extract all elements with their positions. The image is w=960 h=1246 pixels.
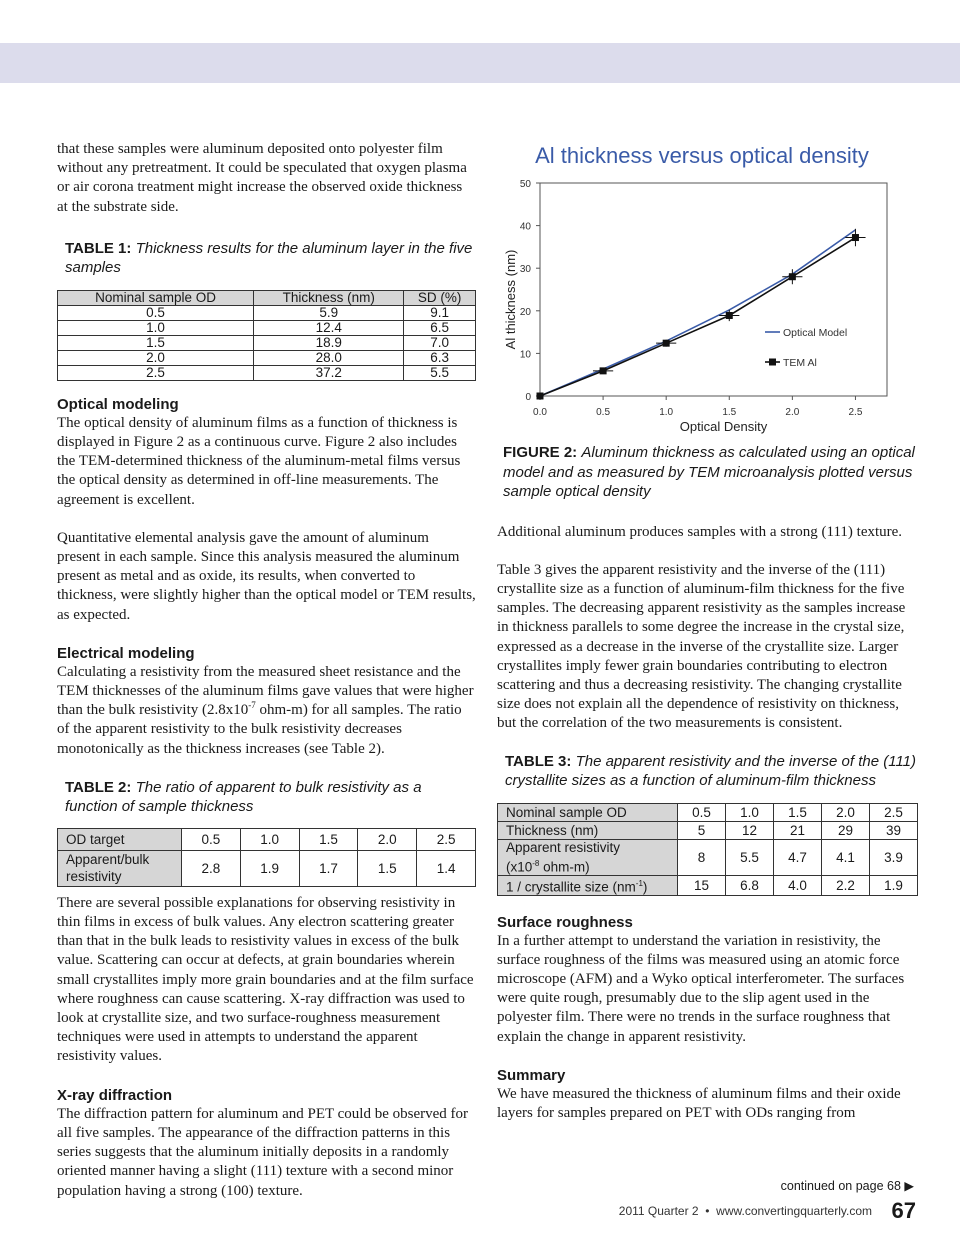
table1-caption: [57, 239, 476, 277]
x-tick-label: 0.5: [596, 407, 611, 418]
table3-cell: 15: [678, 876, 726, 896]
table3-cell: 4.7: [774, 839, 822, 876]
table2-cell: 1.7: [299, 850, 358, 886]
table3-cell: 6.8: [726, 876, 774, 896]
figure2-caption-text: Aluminum thickness as calculated using an optical model and as measured by TEM microanalysis plotted versus sample optical density: [503, 444, 915, 500]
table2-row-label: OD target: [58, 828, 182, 850]
table3: [497, 803, 918, 896]
table3-cell: 3.9: [870, 839, 918, 876]
legend-marker-tem: [769, 359, 776, 366]
table3-intro-paragraph: Table 3 gives the apparent resistivity and the inverse of the (111) crystallite size as a function of aluminum-film thickness for the five samples. The decreasing apparent resistivity as the samples increase in thickness parallels to some degree the increase in the crystal size, expressed as a decrease in the inverse of the crystallite size. Larger crystallites imply fewer grain boundaries contributing to electron scattering and thus a decreasing resistivity. The changing crystallite size does not explain all the dependence of resistivity on thickness, but the correlation of the two measurements is consistent.: [497, 561, 906, 732]
electrical-text-a: Calculating a resistivity from the measured sheet resistance and the TEM thicknesses of the aluminum films gave values that were higher than the bulk resistivity (2.8x10: [57, 663, 474, 719]
surface-paragraph: In a further attempt to understand the variation in resistivity, the surface roughness of the films was measured using an atomic force microscope (AFM) and a Wyko optical interferometer. The surfaces were quite rough, presumably due to the slip agent used in the polyester film. There were no trends in the surface roughness that explain the change in apparent resistivity.: [497, 932, 905, 1045]
tem-marker: [726, 312, 733, 319]
optical-model-line: [540, 230, 855, 396]
tem-marker: [663, 340, 670, 347]
table3-cell: 2.2: [822, 876, 870, 896]
table3-cell: 8: [678, 839, 726, 876]
table3-resistivity-exponent: -8: [532, 858, 540, 868]
table3-cell: 1.5: [774, 803, 822, 821]
table3-row: [498, 876, 918, 896]
table2-row-label: Apparent/bulk resistivity: [58, 850, 182, 886]
y-tick-label: 50: [519, 179, 531, 190]
table2-cell: 1.9: [240, 850, 299, 886]
table1-cell: 9.1: [404, 305, 476, 320]
table2-cell: 1.5: [299, 828, 358, 850]
table3-label: TABLE 3:: [505, 752, 572, 770]
table1: [57, 290, 476, 381]
table1-row: [58, 365, 476, 380]
table3-cell: 4.1: [822, 839, 870, 876]
table3-crystallite-label-end: ): [642, 879, 648, 895]
table1-cell: 5.5: [404, 365, 476, 380]
tem-marker: [852, 234, 859, 241]
figure2-label: FIGURE 2:: [503, 444, 578, 461]
table2-row: [58, 828, 476, 850]
table1-row: [58, 350, 476, 365]
issue-label: 2011 Quarter 2: [618, 1204, 699, 1218]
table3-row: [498, 803, 918, 821]
legend-label-tem: TEM Al: [783, 357, 817, 369]
table3-row-label: Nominal sample OD: [498, 803, 678, 821]
tem-line: [540, 238, 855, 396]
table2-cell: 2.5: [417, 828, 476, 850]
figure2-caption: [497, 443, 918, 502]
plot-frame: [540, 183, 887, 396]
thickness-chart: [497, 140, 897, 445]
surface-roughness-heading: Surface roughness: [497, 913, 633, 931]
table3-cell: 39: [870, 821, 918, 839]
header-band: [0, 43, 960, 83]
table3-cell: 1.9: [870, 876, 918, 896]
table3-cell: 1.0: [726, 803, 774, 821]
table2-caption-text: The ratio of apparent to bulk resistivity as a function of sample thickness: [65, 778, 422, 815]
x-axis-label: Optical Density: [679, 419, 768, 434]
legend-label-optical: Optical Model: [783, 327, 848, 339]
x-tick-label: 0.0: [533, 407, 547, 418]
table1-cell: 0.5: [58, 305, 254, 320]
tem-marker: [789, 273, 796, 280]
table2-cell: 0.5: [182, 828, 241, 850]
table2-row: [58, 850, 476, 886]
table3-row-label: [498, 876, 678, 896]
footer-bullet: •: [705, 1204, 710, 1218]
table1-cell: 1.5: [58, 335, 254, 350]
table2-cell: 1.5: [358, 850, 417, 886]
table1-cell: 12.4: [254, 320, 404, 335]
footer-line: [619, 1204, 872, 1218]
table2-cell: 1.4: [417, 850, 476, 886]
table3-cell: 0.5: [678, 803, 726, 821]
table3-cell: 21: [774, 821, 822, 839]
optical-paragraph: The optical density of aluminum films as a function of thickness is displayed in Figure 2 as a continuous curve. Figure 2 also includes the TEM-determined thickness of the aluminum-metal films versus the optical density as determined in off-line measurements. The agreement is excellent.: [57, 414, 461, 508]
table3-resistivity-unit-b: ohm-m): [539, 859, 590, 875]
table3-resistivity-label: Apparent resistivity: [506, 839, 621, 855]
table3-resistivity-unit-a: (x10: [506, 859, 533, 875]
table1-cell: 1.0: [58, 320, 254, 335]
table2-cell: 1.0: [240, 828, 299, 850]
table3-cell: 5.5: [726, 839, 774, 876]
table3-cell: 5: [678, 821, 726, 839]
optical-modeling-heading: Optical modeling: [57, 395, 179, 413]
table3-row: [498, 839, 918, 876]
right-column: [497, 443, 918, 1123]
table3-row-label: [498, 839, 678, 876]
electrical-exponent: -7: [248, 700, 256, 711]
table3-caption: [497, 752, 918, 790]
explanations-paragraph: There are several possible explanations for observing resistivity in thin films in excess of bulk values. Any electron scattering greater than that in the bulk leads to resistivity values in excess of the bulk value. Scattering can occur at defects, at grain boundaries wherein small crystallites imply more grain boundaries and at the film surface where roughness can cause scattering. X-ray diffraction was used to look at crystallite size, and two surface-roughness measurement techniques were used in attempts to understand the apparent resistivity values.: [57, 894, 474, 1065]
left-column: [57, 140, 476, 1201]
electrical-modeling-heading: Electrical modeling: [57, 644, 195, 662]
xray-heading: X-ray diffraction: [57, 1086, 173, 1104]
x-tick-label: 1.0: [659, 407, 674, 418]
table2-caption: [57, 778, 476, 816]
table2-label: TABLE 2:: [65, 778, 132, 796]
x-tick-label: 2.5: [848, 407, 863, 418]
table3-crystallite-exponent: -1: [635, 879, 643, 889]
table2-cell: 2.0: [358, 828, 417, 850]
table1-cell: 18.9: [254, 335, 404, 350]
y-tick-label: 40: [519, 221, 531, 233]
table3-caption-text: The apparent resistivity and the inverse of the (111) crystallite sizes as a function of aluminum-film thickness: [505, 752, 917, 789]
table1-row: [58, 305, 476, 320]
chart-title: Al thickness versus optical density: [535, 143, 869, 168]
table3-crystallite-label: 1 / crystallite size (nm: [506, 879, 636, 895]
table1-caption-text: Thickness results for the aluminum layer in the five samples: [65, 239, 473, 276]
summary-heading: Summary: [497, 1066, 566, 1084]
table3-row-label: Thickness (nm): [498, 821, 678, 839]
y-tick-label: 30: [519, 264, 531, 276]
electrical-paragraph: [57, 663, 476, 759]
table3-row: [498, 821, 918, 839]
table3-cell: 29: [822, 821, 870, 839]
tem-marker: [600, 367, 607, 374]
additional-paragraph: Additional aluminum produces samples with a strong (111) texture.: [497, 523, 903, 540]
electrical-text-b: ohm-m) for all samples. The ratio of the apparent resistivity to the bulk resistivity decreases monotonically as the thickness increases (see Table 2).: [57, 702, 462, 757]
x-tick-label: 1.5: [722, 407, 737, 418]
table1-row: [58, 320, 476, 335]
table1-header-row: [58, 290, 476, 305]
continued-note: continued on page 68 ▶: [780, 1179, 914, 1193]
page-number: 67: [891, 1198, 916, 1223]
x-tick-label: 2.0: [785, 407, 800, 418]
website-link[interactable]: www.convertingquarterly.com: [716, 1204, 872, 1218]
table3-cell: 4.0: [774, 876, 822, 896]
y-axis-label: Al thickness (nm): [503, 249, 518, 350]
table1-cell: 5.9: [254, 305, 404, 320]
y-tick-label: 0: [525, 392, 531, 403]
table3-cell: 2.0: [822, 803, 870, 821]
table1-cell: 6.5: [404, 320, 476, 335]
tem-marker: [537, 393, 544, 400]
table3-cell: 2.5: [870, 803, 918, 821]
table1-cell: 7.0: [404, 335, 476, 350]
table1-header: Thickness (nm): [254, 290, 404, 305]
table2: [57, 828, 476, 887]
table1-label: TABLE 1:: [65, 239, 132, 257]
xray-paragraph: The diffraction pattern for aluminum and PET could be observed for all five samples. The appearance of the diffraction patterns in this series suggests that the aluminum initially deposits in a randomly oriented manner having a slight (111) texture with a second minor population having a strong (100) texture.: [57, 1105, 468, 1199]
table1-cell: 37.2: [254, 365, 404, 380]
table1-header: Nominal sample OD: [58, 290, 254, 305]
intro-paragraph: that these samples were aluminum deposited onto polyester film without any pretreatment. It could be speculated that oxygen plasma or air corona treatment might increase the observed oxide thickness at the substrate side.: [57, 141, 467, 215]
table1-row: [58, 335, 476, 350]
quantitative-paragraph: Quantitative elemental analysis gave the amount of aluminum present in each sample. Since this analysis measured the aluminum present as metal and as oxide, its results, when converted to thickness, were slightly higher than the optical model or TEM results, as expected.: [57, 529, 476, 623]
table1-cell: 2.5: [58, 365, 254, 380]
y-tick-label: 10: [519, 349, 531, 361]
summary-paragraph: We have measured the thickness of aluminum films and their oxide layers for samples prepared on PET with ODs ranging from: [497, 1085, 901, 1121]
table1-header: SD (%): [404, 290, 476, 305]
table3-cell: 12: [726, 821, 774, 839]
table1-cell: 6.3: [404, 350, 476, 365]
y-tick-label: 20: [519, 306, 531, 318]
table2-cell: 2.8: [182, 850, 241, 886]
table1-cell: 2.0: [58, 350, 254, 365]
table1-cell: 28.0: [254, 350, 404, 365]
